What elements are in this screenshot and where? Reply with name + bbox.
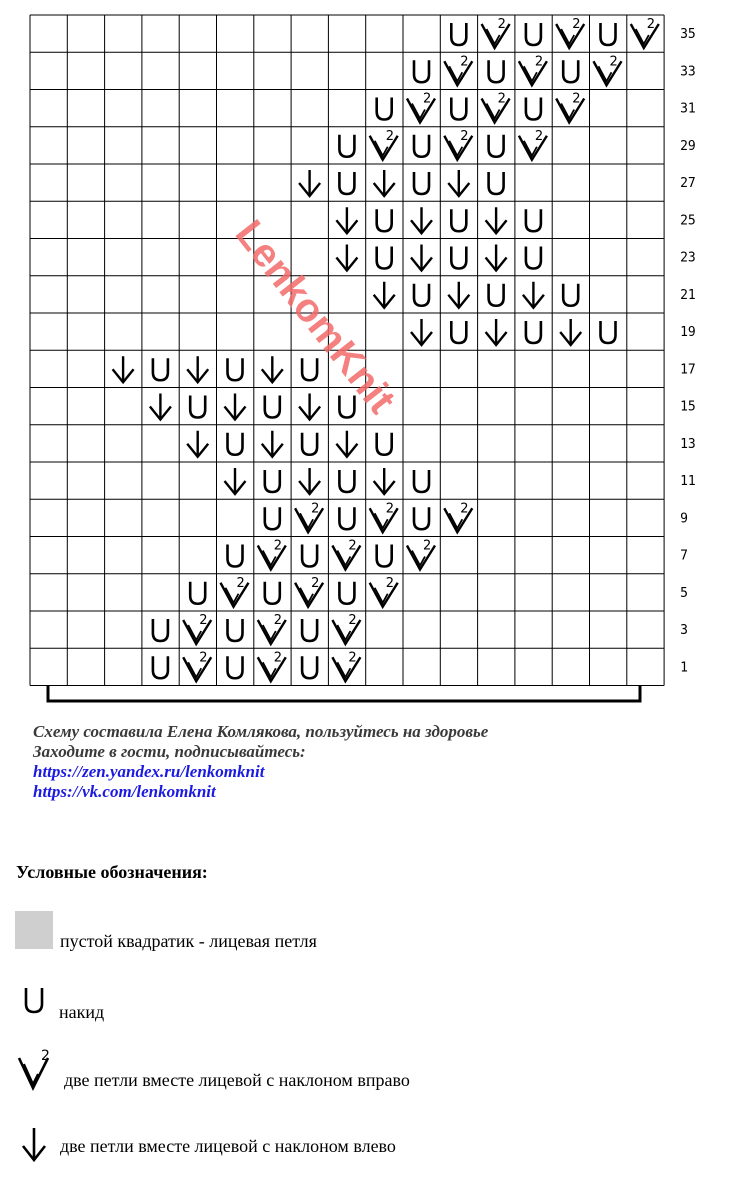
k2tog-number: 2 xyxy=(497,91,506,107)
k2tog-left-icon xyxy=(411,245,432,271)
k2tog-right-icon xyxy=(370,576,398,607)
yarn-over-icon xyxy=(563,284,578,306)
k2tog-left-icon xyxy=(411,207,432,233)
watermark-text: LenkomKnit xyxy=(226,212,404,422)
yarn-over-icon xyxy=(377,545,392,567)
row-number: 25 xyxy=(680,213,696,229)
k2tog-right-icon xyxy=(556,92,584,123)
k2tog-number: 2 xyxy=(348,613,357,628)
yarn-over-icon xyxy=(339,172,354,194)
vk-link[interactable]: https://vk.com/lenkomknit xyxy=(33,782,216,801)
row-number: 33 xyxy=(680,64,696,80)
k2tog-number: 2 xyxy=(311,575,320,591)
yarn-over-icon xyxy=(414,135,429,157)
row-number: 5 xyxy=(680,585,688,601)
k2tog-left-icon xyxy=(523,282,544,308)
yarn-over-icon xyxy=(414,60,429,82)
yarn-over-icon xyxy=(302,545,317,567)
row-number: 13 xyxy=(680,436,696,452)
yarn-over-icon xyxy=(377,209,392,231)
empty-square-icon xyxy=(15,911,53,949)
yarn-over-icon xyxy=(414,284,429,306)
k2tog-left-icon xyxy=(411,319,432,345)
row-number: 11 xyxy=(680,474,696,489)
k2tog-number: 2 xyxy=(385,128,394,144)
k2tog-number: 2 xyxy=(534,54,544,70)
k2tog-left-icon xyxy=(187,356,208,382)
k2tog-number: 2 xyxy=(273,613,283,628)
k2tog-left-icon xyxy=(225,468,246,494)
row-number: 17 xyxy=(680,362,696,378)
k2tog-right-icon xyxy=(258,539,286,570)
k2tog-right-icon xyxy=(482,92,510,123)
k2tog-left-icon xyxy=(486,207,507,233)
k2tog-number: 2 xyxy=(273,650,283,666)
yarn-over-icon xyxy=(377,433,392,455)
row-number: 31 xyxy=(680,101,696,117)
k2tog-right-icon xyxy=(332,613,360,644)
k2tog-right-icon xyxy=(258,650,286,681)
yarn-over-icon xyxy=(302,656,317,678)
legend-item-yarn-over xyxy=(14,984,714,1034)
k2tog-number: 2 xyxy=(572,91,581,107)
legend-label: накид xyxy=(59,1002,105,1022)
k2tog-right-icon xyxy=(519,54,547,85)
yarn-over-icon xyxy=(228,358,243,380)
k2tog-number: 2 xyxy=(236,575,245,591)
legend-label: две петли вместе лицевой с наклоном влево xyxy=(60,1136,396,1156)
yarn-over-icon xyxy=(451,23,466,45)
k2tog-left-icon xyxy=(14,1124,56,1170)
k2tog-number: 2 xyxy=(534,128,544,144)
legend-item-knit xyxy=(14,911,714,961)
k2tog-right-icon xyxy=(370,129,398,160)
k2tog-number: 2 xyxy=(273,538,283,554)
yarn-over-icon xyxy=(601,23,616,45)
yarn-over-icon xyxy=(489,60,504,82)
row-number: 29 xyxy=(680,138,696,154)
yarn-over-icon xyxy=(451,247,466,269)
yarn-over-icon xyxy=(339,135,354,157)
k2tog-left-icon xyxy=(448,282,469,308)
yarn-over-icon xyxy=(377,98,392,120)
k2tog-left-icon xyxy=(150,394,171,420)
k2tog-left-icon xyxy=(299,170,320,196)
k2tog-number: 2 xyxy=(385,575,394,591)
k2tog-number: 2 xyxy=(348,650,357,666)
chart-bracket xyxy=(48,686,640,701)
k2tog-right-icon xyxy=(519,129,547,160)
k2tog-number: 2 xyxy=(311,501,320,517)
yarn-over-icon xyxy=(451,98,466,120)
yarn-over-icon xyxy=(153,656,168,678)
k2tog-number: 2 xyxy=(572,17,581,32)
yarn-over-icon xyxy=(153,358,168,380)
k2tog-left-icon xyxy=(486,245,507,271)
yarn-over-icon xyxy=(302,433,317,455)
chart-symbols xyxy=(113,17,659,681)
yarn-over-icon xyxy=(526,98,541,120)
row-number: 21 xyxy=(680,287,696,303)
k2tog-left-icon xyxy=(374,468,395,494)
k2tog-number: 2 xyxy=(199,613,208,628)
credit-invite: Заходите в гости, подписывайтесь: xyxy=(33,742,306,761)
k2tog-left-icon xyxy=(225,394,246,420)
yarn-over-icon xyxy=(265,507,280,529)
yarn-over-icon xyxy=(14,984,56,1030)
legend-label: пустой квадратик - лицевая петля xyxy=(60,931,317,951)
k2tog-right-icon xyxy=(332,539,360,570)
k2tog-right-icon xyxy=(183,613,211,644)
k2tog-right-icon xyxy=(556,17,584,48)
k2tog-right-icon xyxy=(444,54,472,85)
k2tog-left-icon xyxy=(113,356,134,382)
yarn-over-icon xyxy=(414,507,429,529)
k2tog-right-icon xyxy=(370,501,398,532)
k2tog-number: 2 xyxy=(385,501,394,517)
yarn-over-icon xyxy=(339,470,354,492)
k2tog-number: 2 xyxy=(460,128,469,144)
yarn-over-icon xyxy=(302,619,317,641)
yarn-over-icon xyxy=(563,60,578,82)
k2tog-left-icon xyxy=(336,245,357,271)
k2tog-number: 2 xyxy=(199,650,208,666)
yarn-over-icon xyxy=(190,396,205,418)
k2tog-right-icon xyxy=(332,650,360,681)
yarn-over-icon xyxy=(228,656,243,678)
row-number: 1 xyxy=(680,660,688,676)
k2tog-left-icon xyxy=(486,319,507,345)
row-number: 19 xyxy=(680,325,696,340)
yarn-over-icon xyxy=(302,358,317,380)
row-number: 23 xyxy=(680,250,696,266)
yarn-over-icon xyxy=(526,321,541,343)
row-number: 3 xyxy=(680,623,688,638)
row-number: 9 xyxy=(680,511,688,527)
yarn-over-icon xyxy=(228,433,243,455)
row-number: 7 xyxy=(680,548,688,564)
k2tog-left-icon xyxy=(560,319,581,345)
row-number: 35 xyxy=(680,27,696,42)
k2tog-number: 2 xyxy=(460,54,469,70)
yarn-over-icon xyxy=(265,470,280,492)
k2tog-number: 2 xyxy=(348,538,357,554)
yarn-over-icon xyxy=(339,507,354,529)
k2tog-left-icon xyxy=(374,170,395,196)
yarn-over-icon xyxy=(228,619,243,641)
k2tog-left-icon xyxy=(336,431,357,457)
legend-item-k2tog-left xyxy=(14,1124,714,1174)
zen-link[interactable]: https://zen.yandex.ru/lenkomknit xyxy=(33,762,265,781)
k2tog-number: 2 xyxy=(423,91,432,107)
k2tog-right-icon xyxy=(221,576,249,607)
k2tog-right-icon xyxy=(14,1048,56,1094)
k2tog-number: 2 xyxy=(460,501,469,517)
yarn-over-icon xyxy=(153,619,168,641)
k2tog-right-icon xyxy=(183,650,211,681)
row-number: 15 xyxy=(680,399,696,415)
yarn-over-icon xyxy=(526,23,541,45)
credit-author: Схему составила Елена Комлякова, пользуйтесь на здоровье xyxy=(33,722,489,741)
k2tog-right-icon xyxy=(295,576,323,607)
yarn-over-icon xyxy=(489,135,504,157)
k2tog-right-icon xyxy=(631,17,659,48)
yarn-over-icon xyxy=(377,247,392,269)
k2tog-left-icon xyxy=(374,282,395,308)
yarn-over-icon xyxy=(265,582,280,604)
k2tog-right-icon xyxy=(594,54,622,85)
row-number: 27 xyxy=(680,176,696,191)
credit-block xyxy=(33,722,713,802)
k2tog-left-icon xyxy=(262,356,283,382)
k2tog-left-icon xyxy=(299,394,320,420)
k2tog-right-icon xyxy=(444,501,472,532)
k2tog-right-icon xyxy=(295,501,323,532)
k2tog-number: 2 xyxy=(497,17,506,32)
k2tog-right-icon xyxy=(407,92,435,123)
k2tog-right-icon xyxy=(407,539,435,570)
k2tog-right-icon xyxy=(482,17,510,48)
yarn-over-icon xyxy=(265,396,280,418)
k2tog-left-icon xyxy=(336,207,357,233)
yarn-over-icon xyxy=(339,582,354,604)
yarn-over-icon xyxy=(451,321,466,343)
yarn-over-icon xyxy=(601,321,616,343)
k2tog-number: 2 xyxy=(423,538,432,554)
yarn-over-icon xyxy=(489,172,504,194)
yarn-over-icon xyxy=(228,545,243,567)
k2tog-left-icon xyxy=(299,468,320,494)
legend-label: две петли вместе лицевой с наклоном вправо xyxy=(64,1070,410,1090)
legend-title: Условные обозначения: xyxy=(16,862,208,882)
k2tog-number: 2 xyxy=(646,17,656,32)
k2tog-right-icon xyxy=(258,613,286,644)
yarn-over-icon xyxy=(526,209,541,231)
yarn-over-icon xyxy=(190,582,205,604)
k2tog-left-icon xyxy=(448,170,469,196)
yarn-over-icon xyxy=(526,247,541,269)
k2tog-left-icon xyxy=(262,431,283,457)
yarn-over-icon xyxy=(451,209,466,231)
row-numbers xyxy=(680,27,696,675)
yarn-over-icon xyxy=(489,284,504,306)
yarn-over-icon xyxy=(414,470,429,492)
svg-text:2: 2 xyxy=(41,1048,50,1064)
k2tog-number: 2 xyxy=(609,54,618,70)
k2tog-right-icon xyxy=(444,129,472,160)
legend-item-k2tog-right xyxy=(14,1048,714,1098)
yarn-over-icon xyxy=(414,172,429,194)
k2tog-left-icon xyxy=(187,431,208,457)
